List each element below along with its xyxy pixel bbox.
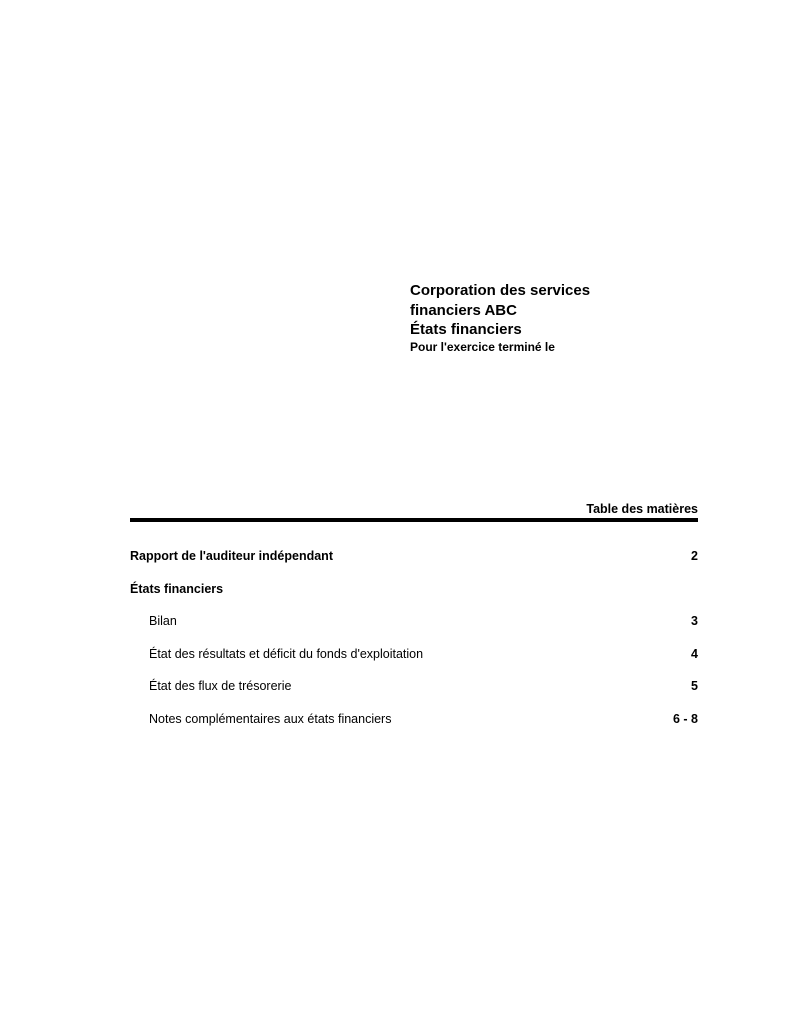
toc-entry-page: 6 - 8 bbox=[672, 711, 698, 726]
toc-entry-label: État des flux de trésorerie bbox=[149, 679, 292, 694]
toc-entry-label: États financiers bbox=[130, 581, 224, 596]
document-title: États financiers bbox=[410, 321, 522, 338]
toc-entry-page: 3 bbox=[691, 614, 698, 629]
toc-entry-balance-sheet bbox=[130, 614, 698, 647]
toc-entry-page: 4 bbox=[691, 646, 698, 661]
toc-divider bbox=[130, 518, 698, 522]
period-subtitle: Pour l'exercice terminé le bbox=[410, 339, 555, 354]
document-title-block bbox=[410, 281, 670, 355]
toc-entry-notes bbox=[130, 712, 698, 745]
toc-entry-page: 5 bbox=[691, 679, 698, 694]
toc-entry-income-statement bbox=[130, 647, 698, 680]
toc-list bbox=[130, 549, 698, 745]
company-name-line-1: Corporation des services bbox=[410, 282, 591, 299]
toc-entry-label: Notes complémentaires aux états financiers bbox=[149, 711, 392, 726]
toc-heading: Table des matières bbox=[586, 502, 698, 516]
company-name-line-2: financiers ABC bbox=[410, 301, 517, 319]
toc-section-financial-statements bbox=[130, 582, 698, 615]
toc-entry-label: Bilan bbox=[149, 614, 177, 629]
toc-entry-auditor-report bbox=[130, 549, 698, 582]
toc-entry-page: 2 bbox=[691, 549, 698, 563]
toc-entry-label: Rapport de l'auditeur indépendant bbox=[130, 549, 333, 563]
toc-entry-label: État des résultats et déficit du fonds d'exploitation bbox=[149, 646, 424, 661]
toc-entry-cash-flow bbox=[130, 679, 698, 712]
